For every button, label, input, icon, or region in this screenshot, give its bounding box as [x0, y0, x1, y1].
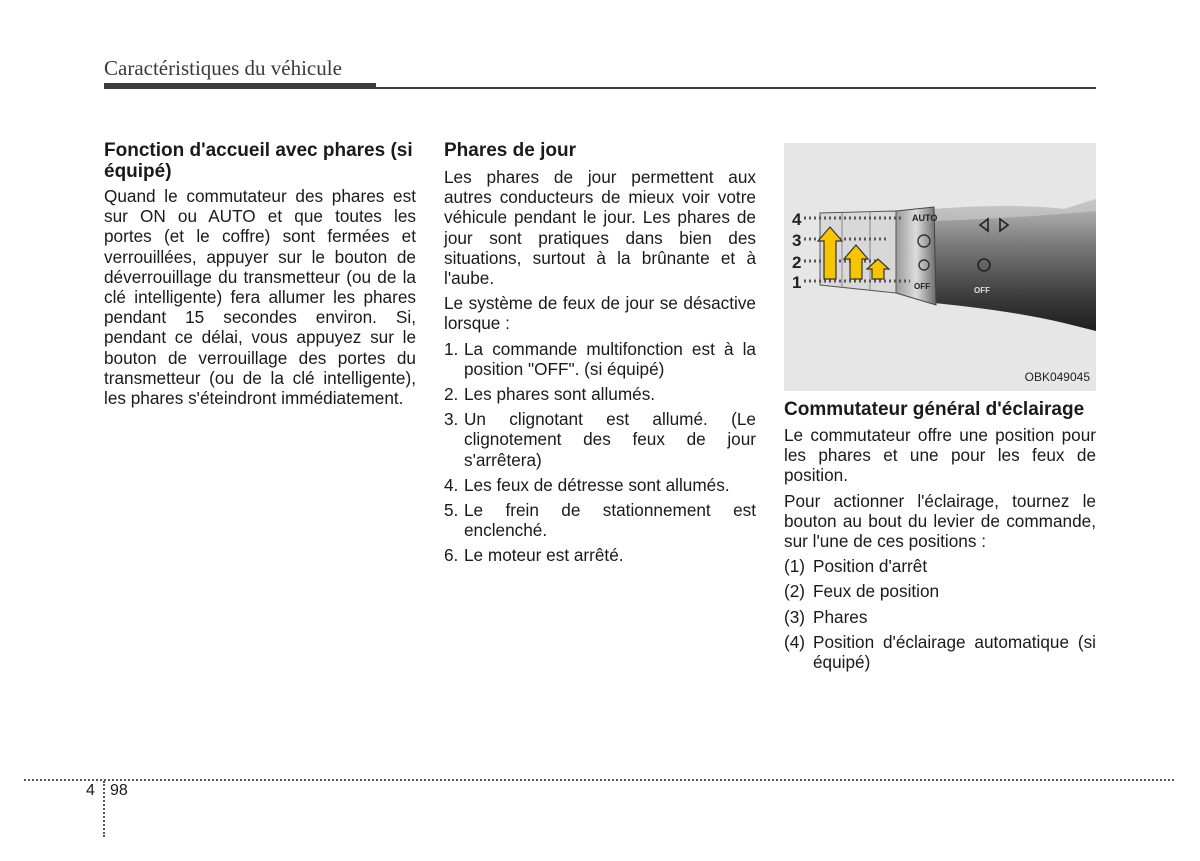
- chapter-number: 4: [86, 782, 95, 799]
- column-light-switch: [784, 143, 1096, 677]
- light-switch-figure: [784, 143, 1096, 391]
- list-item: (3) Phares: [784, 606, 868, 627]
- footer-dotted-rule: [24, 779, 1174, 781]
- list-item: 4. Les feux de détresse sont allumés.: [444, 474, 730, 495]
- column-daytime-lights: [444, 140, 756, 571]
- section-heading-welcome: Fonction d'accueil avec phares (si équipé): [104, 140, 413, 182]
- deactivation-list: [444, 339, 756, 566]
- daytime-paragraph-1: Les phares de jour permettent aux autres conducteurs de mieux voir votre véhicule pendant le jour. Les phares de jour sont pratiques dans bien des situations, surtout à la brûnante et à l'aube.: [444, 167, 756, 289]
- daytime-paragraph-2: Le système de feux de jour se désactive lorsque :: [444, 293, 756, 334]
- figure-code: OBK049045: [1024, 369, 1090, 384]
- page-number: 98: [110, 782, 128, 799]
- list-item: 5. Le frein de stationnement est enclenché.: [444, 500, 756, 541]
- switch-positions-list: [784, 556, 1096, 672]
- off-label-lever: OFF: [974, 286, 990, 295]
- list-item: 6. Le moteur est arrêté.: [444, 545, 624, 566]
- section-heading-daytime: Phares de jour: [444, 140, 576, 161]
- running-header: Caractéristiques du véhicule: [104, 56, 342, 80]
- list-item: (2) Feux de position: [784, 581, 940, 602]
- list-item: 2. Les phares sont allumés.: [444, 384, 656, 405]
- auto-label: AUTO: [912, 213, 938, 223]
- position-label-4: 4: [792, 210, 802, 229]
- light-switch-paragraph-2: Pour actionner l'éclairage, tournez le bouton au bout du levier de commande, sur l'une de ces positions :: [784, 490, 1096, 552]
- position-label-1: 1: [792, 273, 802, 292]
- list-item: (1) Position d'arrêt: [784, 556, 928, 577]
- welcome-paragraph: Quand le commutateur des phares est sur ON ou AUTO et que toutes les portes (et le coffre) sont fermées et verrouillées, appuyer sur le bouton de déverrouillage du transmetteur (ou de la clé intelligente) fera allumer les phares pendant 15 secondes environ. Si, pendant ce délai, vous appuyez sur le bouton de verrouillage des portes du transmetteur (ou de la clé intelligente), les phares s'éteindront immédiatement.: [104, 186, 416, 409]
- position-label-3: 3: [792, 231, 802, 250]
- off-label-ring: OFF: [914, 282, 930, 291]
- header-rule-thin: [376, 87, 1096, 89]
- footer-dotted-divider: [103, 781, 105, 837]
- list-item: (4) Position d'éclairage automatique (si équipé): [784, 631, 1096, 673]
- header-rule-thick: [104, 83, 376, 89]
- column-welcome-function: [104, 140, 416, 408]
- light-switch-illustration: [784, 143, 1096, 391]
- position-label-2: 2: [792, 253, 802, 272]
- list-item: 3. Un clignotant est allumé. (Le clignotement des feux de jour s'arrêtera): [444, 409, 756, 470]
- section-heading-light-switch: Commutateur général d'éclairage: [784, 399, 1085, 420]
- list-item: 1. La commande multifonction est à la position "OFF". (si équipé): [444, 338, 756, 379]
- light-switch-paragraph-1: Le commutateur offre une position pour les phares et une pour les feux de position.: [784, 425, 1096, 486]
